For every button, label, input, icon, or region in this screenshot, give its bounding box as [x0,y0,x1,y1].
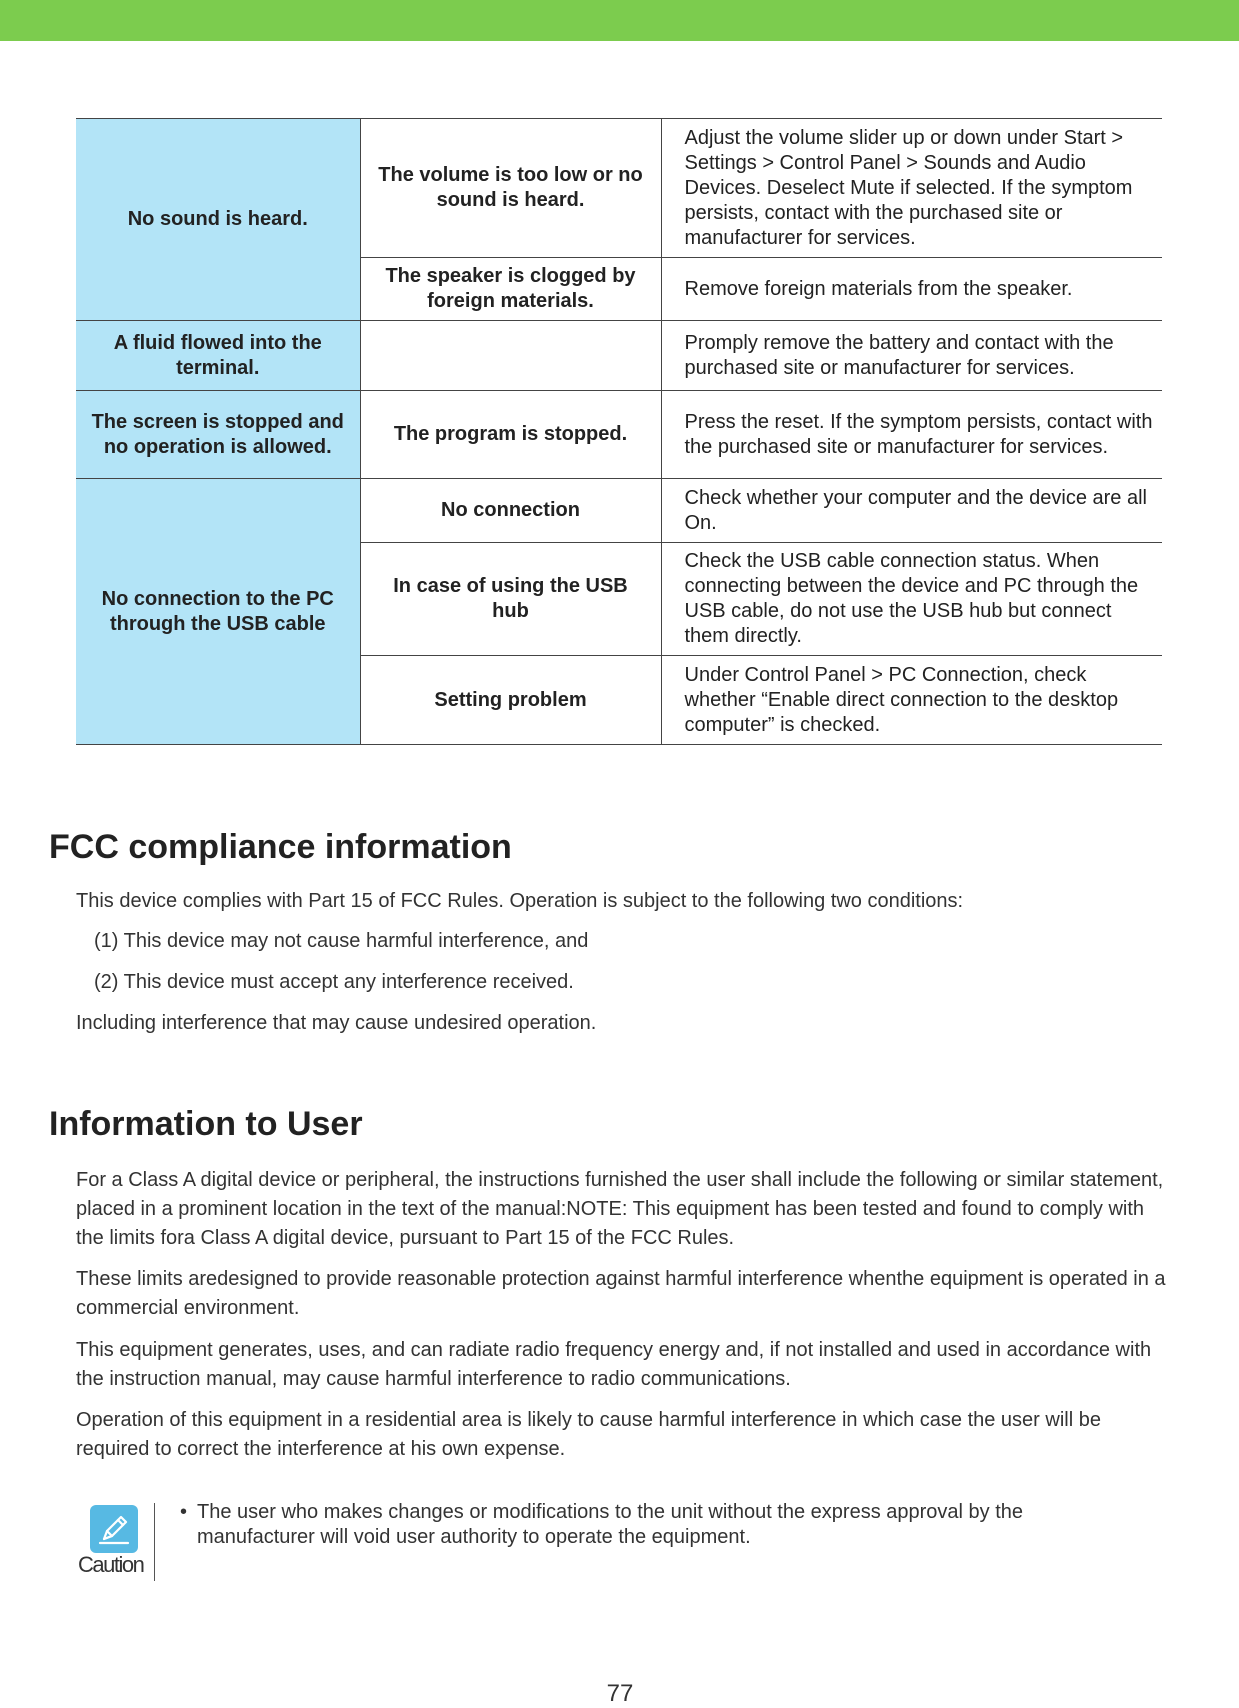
symptom-cell: A fluid flowed into the terminal. [76,321,360,391]
cause-cell [360,321,661,391]
bullet: • [180,1501,188,1523]
table-row [76,479,1162,543]
cause-cell: Setting problem [360,656,661,745]
solution-cell: Check the USB cable connection status. When connecting between the device and PC through the USB cable, do not use the USB hub but connect them directly. [661,543,1162,656]
fcc-condition-1: (1) This device may not cause harmful interference, and [94,930,589,952]
cause-cell: The speaker is clogged by foreign materials. [360,258,661,321]
table-row [76,119,1162,258]
symptom-cell: No sound is heard. [76,119,360,321]
caution-divider [154,1503,155,1581]
user-info-paragraph: For a Class A digital device or peripheral, the instructions furnished the user shall include the following or similar statement, placed in a prominent location in the text of the manual:NOTE: This equipment has been tested and found to comply with the limits fora Class A digital device, pursuant to Part 15 of the FCC Rules. [76,1169,1164,1249]
troubleshooting-table [76,118,1162,745]
table-row [76,391,1162,479]
page-number: 77 [606,1680,634,1707]
solution-cell: Adjust the volume slider up or down under Start > Settings > Control Panel > Sounds and Audio Devices. Deselect Mute if selected. If the symptom persists, contact with the purchased site or manufacturer for services. [661,119,1162,258]
fcc-heading: FCC compliance information [49,828,512,866]
caution-label: Caution [78,1552,144,1577]
caution-text: The user who makes changes or modifications to the unit without the express approval by the manufacturer will void user authority to operate the equipment. [197,1501,1024,1548]
table-row [76,321,1162,391]
cause-cell: The volume is too low or no sound is heard. [360,119,661,258]
user-info-paragraph: These limits aredesigned to provide reasonable protection against harmful interference whenthe equipment is operated in a commercial environment. [76,1268,1166,1319]
cause-cell: In case of using the USB hub [360,543,661,656]
cause-cell: No connection [360,479,661,543]
user-info-heading: Information to User [49,1105,363,1143]
header-bar [0,0,1239,41]
solution-cell: Promply remove the battery and contact with the purchased site or manufacturer for services. [661,321,1162,391]
fcc-outro: Including interference that may cause undesired operation. [76,1012,597,1034]
pencil-icon [90,1505,138,1553]
fcc-condition-2: (2) This device must accept any interference received. [94,971,574,993]
fcc-intro: This device complies with Part 15 of FCC Rules. Operation is subject to the following two conditions: [76,890,964,912]
cause-cell: The program is stopped. [360,391,661,479]
user-info-paragraph: Operation of this equipment in a residential area is likely to cause harmful interference in which case the user will be required to correct the interference at his own expense. [76,1409,1101,1460]
solution-cell: Check whether your computer and the device are all On. [661,479,1162,543]
user-info-paragraph: This equipment generates, uses, and can radiate radio frequency energy and, if not installed and used in accordance with the instruction manual, may cause harmful interference to radio communications. [76,1339,1152,1390]
symptom-cell: No connection to the PC through the USB cable [76,479,360,745]
solution-cell: Remove foreign materials from the speaker. [661,258,1162,321]
solution-cell: Under Control Panel > PC Connection, check whether “Enable direct connection to the desktop computer” is checked. [661,656,1162,745]
solution-cell: Press the reset. If the symptom persists, contact with the purchased site or manufacturer for services. [661,391,1162,479]
symptom-cell: The screen is stopped and no operation is allowed. [76,391,360,479]
